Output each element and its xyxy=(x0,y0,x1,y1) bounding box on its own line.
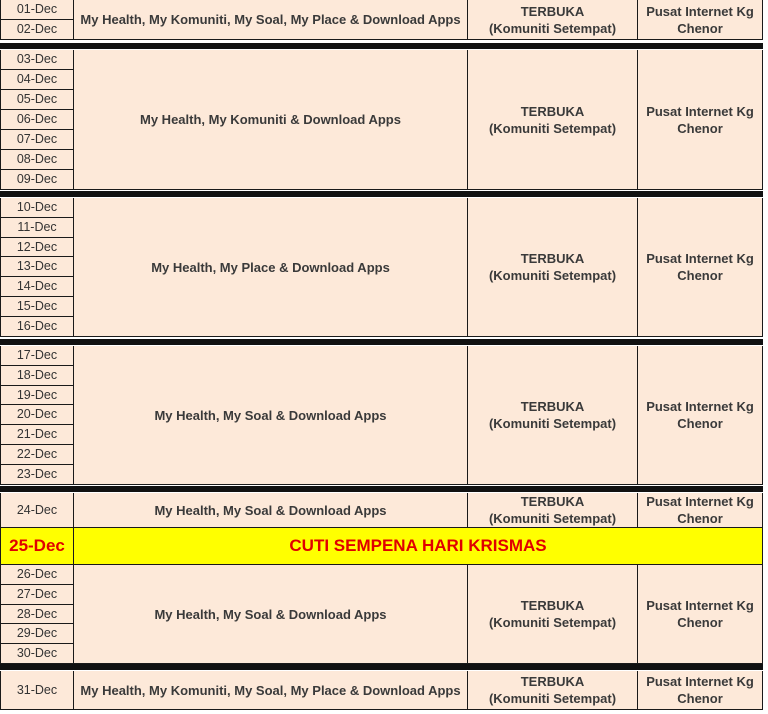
location-cell xyxy=(638,671,763,710)
status-cell xyxy=(468,346,638,485)
date-cell xyxy=(0,20,74,40)
status-text: TERBUKA (Komuniti Setempat) xyxy=(488,103,617,136)
date-cell xyxy=(0,297,74,317)
status-text: TERBUKA (Komuniti Setempat) xyxy=(488,494,617,526)
status-text: TERBUKA (Komuniti Setempat) xyxy=(488,3,617,36)
date-cell xyxy=(0,386,74,405)
date-cell xyxy=(0,445,74,465)
date-cell xyxy=(0,257,74,277)
date-cell xyxy=(0,50,74,70)
status-cell xyxy=(468,198,638,337)
status-text: TERBUKA (Komuniti Setempat) xyxy=(488,598,617,630)
date-label: 29-Dec xyxy=(16,626,58,640)
date-cell xyxy=(0,317,74,337)
holiday-label: CUTI SEMPENA HARI KRISMAS xyxy=(289,536,547,555)
date-label: 31-Dec xyxy=(16,682,58,697)
date-label: 06-Dec xyxy=(16,112,58,126)
location-text: Pusat Internet Kg Chenor xyxy=(646,3,754,36)
holiday-date-cell xyxy=(0,528,74,565)
location-cell xyxy=(638,198,763,337)
status-cell xyxy=(468,493,638,528)
date-cell xyxy=(0,0,74,20)
date-label: 26-Dec xyxy=(16,567,58,581)
date-cell xyxy=(0,238,74,257)
activity-cell xyxy=(74,346,468,485)
date-cell xyxy=(0,366,74,386)
activity-cell xyxy=(74,565,468,664)
location-text: Pusat Internet Kg Chenor xyxy=(646,399,754,431)
activity-cell xyxy=(74,671,468,710)
date-label: 23-Dec xyxy=(16,467,58,481)
date-cell xyxy=(0,218,74,238)
activity-text: My Health, My Komuniti, My Soal, My Place & Download Apps xyxy=(80,12,461,27)
date-label: 02-Dec xyxy=(16,22,58,36)
date-cell xyxy=(0,585,74,605)
date-cell xyxy=(0,644,74,664)
week-separator xyxy=(0,43,763,49)
date-label: 01-Dec xyxy=(16,2,58,16)
status-text: TERBUKA (Komuniti Setempat) xyxy=(488,251,617,283)
date-label: 28-Dec xyxy=(16,606,58,621)
activity-text: My Health, My Soal & Download Apps xyxy=(154,502,387,518)
date-label: 03-Dec xyxy=(16,52,58,66)
date-cell xyxy=(0,671,74,710)
date-label: 21-Dec xyxy=(16,427,58,441)
date-label: 24-Dec xyxy=(16,502,58,517)
week-separator xyxy=(0,664,763,670)
location-cell xyxy=(638,0,763,40)
date-label: 22-Dec xyxy=(16,447,58,461)
date-label: 18-Dec xyxy=(16,368,58,382)
status-text: TERBUKA (Komuniti Setempat) xyxy=(488,399,617,431)
status-cell xyxy=(468,0,638,40)
status-cell xyxy=(468,565,638,664)
location-text: Pusat Internet Kg Chenor xyxy=(646,251,754,283)
date-label: 16-Dec xyxy=(16,319,58,333)
activity-text: My Health, My Soal & Download Apps xyxy=(154,606,387,622)
date-label: 12-Dec xyxy=(16,239,58,254)
date-label: 08-Dec xyxy=(16,152,58,166)
date-cell xyxy=(0,277,74,297)
date-label: 04-Dec xyxy=(16,72,58,86)
date-cell xyxy=(0,465,74,485)
activity-cell xyxy=(74,493,468,528)
location-cell xyxy=(638,493,763,528)
date-cell xyxy=(0,624,74,644)
week-separator xyxy=(0,191,763,197)
location-text: Pusat Internet Kg Chenor xyxy=(646,598,754,630)
date-cell xyxy=(0,493,74,528)
activity-cell xyxy=(74,198,468,337)
activity-cell xyxy=(74,50,468,190)
location-cell xyxy=(638,565,763,664)
date-label: 10-Dec xyxy=(16,200,58,214)
status-cell xyxy=(468,671,638,710)
activity-text: My Health, My Place & Download Apps xyxy=(151,259,390,275)
holiday-cell xyxy=(74,528,763,565)
date-label: 30-Dec xyxy=(16,646,58,660)
date-label: 19-Dec xyxy=(16,387,58,402)
activity-text: My Health, My Soal & Download Apps xyxy=(154,407,387,423)
date-cell xyxy=(0,130,74,150)
date-label: 07-Dec xyxy=(16,132,58,146)
status-cell xyxy=(468,50,638,190)
week-separator xyxy=(0,339,763,345)
location-text: Pusat Internet Kg Chenor xyxy=(646,103,754,136)
date-cell xyxy=(0,170,74,190)
location-cell xyxy=(638,346,763,485)
date-label: 17-Dec xyxy=(16,348,58,362)
date-cell xyxy=(0,605,74,624)
date-label: 09-Dec xyxy=(16,172,58,186)
location-text: Pusat Internet Kg Chenor xyxy=(646,674,754,706)
date-cell xyxy=(0,565,74,585)
date-cell xyxy=(0,70,74,90)
holiday-date: 25-Dec xyxy=(9,536,65,555)
date-label: 14-Dec xyxy=(16,279,58,293)
date-cell xyxy=(0,90,74,110)
week-separator xyxy=(0,486,763,492)
location-cell xyxy=(638,50,763,190)
activity-text: My Health, My Komuniti & Download Apps xyxy=(140,112,401,127)
date-cell xyxy=(0,150,74,170)
date-cell xyxy=(0,425,74,445)
date-cell xyxy=(0,405,74,425)
status-text: TERBUKA (Komuniti Setempat) xyxy=(488,674,617,706)
date-label: 11-Dec xyxy=(17,220,57,234)
activity-text: My Health, My Komuniti, My Soal, My Place & Download Apps xyxy=(80,682,461,698)
date-label: 20-Dec xyxy=(16,407,58,421)
date-cell xyxy=(0,110,74,130)
date-label: 05-Dec xyxy=(16,92,58,106)
date-label: 15-Dec xyxy=(16,299,58,313)
location-text: Pusat Internet Kg Chenor xyxy=(646,494,754,526)
date-label: 27-Dec xyxy=(16,587,58,601)
date-cell xyxy=(0,198,74,218)
date-label: 13-Dec xyxy=(16,259,58,273)
activity-cell xyxy=(74,0,468,40)
date-cell xyxy=(0,346,74,366)
